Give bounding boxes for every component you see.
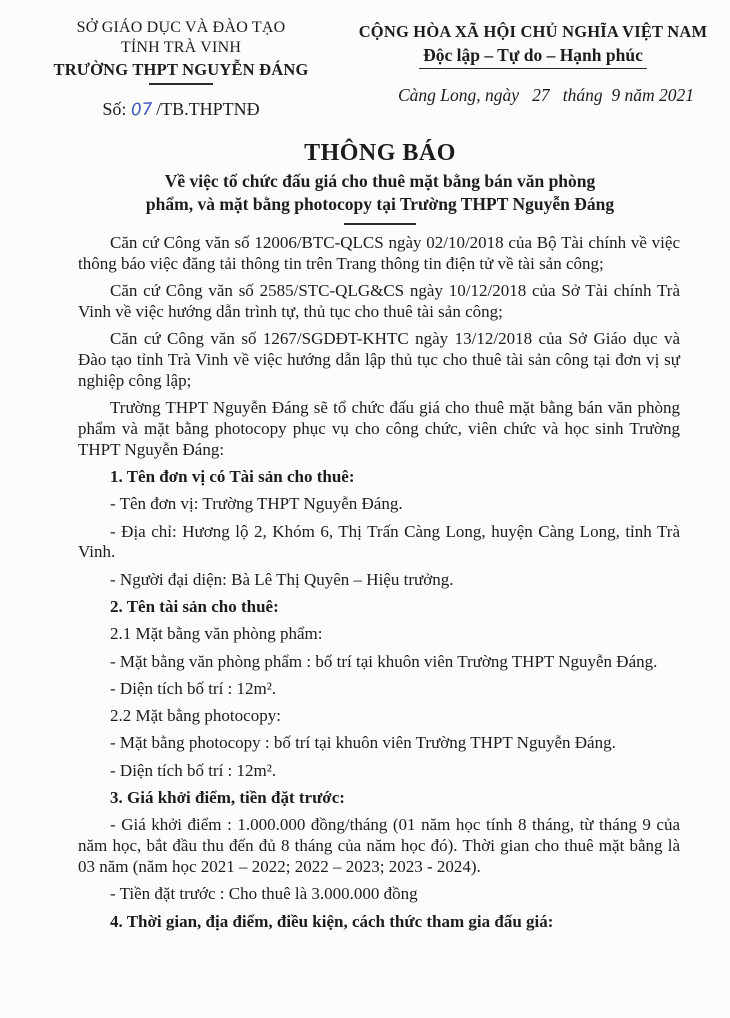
place-date-line: Càng Long, ngày 27 tháng 9 năm 2021 [397, 85, 695, 105]
paragraph: Trường THPT Nguyễn Đáng sẽ tổ chức đấu giá cho thuê mặt bằng bán văn phòng phẩm và mặt bằng photocopy phục vụ cho công chức, viên chức và học sinh Trường THPT Nguyễn Đáng: [78, 398, 680, 459]
country-title: CỘNG HÒA XÃ HỘI CHỦ NGHĨA VIỆT NAM [358, 22, 708, 41]
paragraph: Căn cứ Công văn số 2585/STC-QLG&CS ngày 10/12/2018 của Sở Tài chính Trà Vinh về việc hướng dẫn trình tự, thủ tục cho thuê tài sản công; [78, 281, 680, 321]
list-item: - Mặt bằng văn phòng phẩm : bố trí tại khuôn viên Trường THPT Nguyễn Đáng. [110, 651, 658, 671]
list-item: - Người đại diện: Bà Lê Thị Quyên – Hiệu trưởng. [110, 569, 454, 589]
document-title: THÔNG BÁO [304, 140, 456, 166]
agency-name-line2: TỈNH TRÀ VINH [120, 39, 242, 56]
list-item: - Tiền đặt trước : Cho thuê là 3.000.000 đồng [110, 884, 418, 904]
document-number-line [36, 99, 326, 120]
paragraph: Căn cứ Công văn số 12006/BTC-QLCS ngày 02/10/2018 của Bộ Tài chính về việc thông báo việc đăng tải thông tin trên Trang thông tin điện tử về tài sản công; [78, 233, 680, 273]
list-item: - Giá khởi điểm : 1.000.000 đồng/tháng (01 năm học tính 8 tháng, từ tháng 9 của năm học, bắt đầu thu đến đủ 8 tháng của năm học đó). Thời gian cho thuê mặt bằng là 03 năm (năm học 2021 – 2022; 2022 – 2023; 2023 - 2024). [78, 815, 680, 876]
list-item: - Địa chỉ: Hương lộ 2, Khóm 6, Thị Trấn Càng Long, huyện Càng Long, tỉnh Trà Vinh. [78, 521, 680, 562]
list-item: - Mặt bằng photocopy : bố trí tại khuôn viên Trường THPT Nguyễn Đáng. [110, 733, 616, 753]
section-heading: 1. Tên đơn vị có Tài sản cho thuê: [110, 466, 355, 486]
national-header-block [350, 22, 716, 106]
school-name-underline [149, 83, 213, 85]
list-item: - Diện tích bố trí : 12m². [110, 678, 277, 698]
national-motto: Độc lập – Tự do – Hạnh phúc [419, 45, 647, 69]
document-subtitle-line1: Về việc tổ chức đấu giá cho thuê mặt bằng bán văn phòng [164, 171, 596, 191]
section-heading: 4. Thời gian, địa điểm, điều kiện, cách thức tham gia đấu giá: [110, 911, 554, 931]
school-name: TRƯỜNG THPT NGUYỄN ĐÁNG [53, 60, 309, 79]
agency-name-line1: SỞ GIÁO DỤC VÀ ĐÀO TẠO [76, 19, 286, 36]
document-number-prefix: Số: [102, 99, 127, 119]
section-heading: 3. Giá khởi điểm, tiền đặt trước: [110, 788, 345, 808]
issuing-agency-block [36, 18, 326, 120]
title-divider [344, 223, 416, 225]
title-block [78, 140, 682, 225]
list-item: 2.2 Mặt bằng photocopy: [110, 706, 281, 726]
section-heading: 2. Tên tài sản cho thuê: [110, 596, 279, 616]
list-item: 2.1 Mặt bằng văn phòng phẩm: [110, 624, 323, 644]
document-subtitle [78, 170, 682, 216]
document-subtitle-line2: phẩm, và mặt bằng photocopy tại Trường THPT Nguyễn Đáng [145, 194, 615, 214]
paragraph: Căn cứ Công văn số 1267/SGDĐT-KHTC ngày 13/12/2018 của Sở Giáo dục và Đào tạo tỉnh Trà Vinh về việc hướng dẫn lập thủ tục cho thuê tài sản công tại đơn vị sự nghiệp công lập; [78, 329, 680, 390]
list-item: - Tên đơn vị: Trường THPT Nguyễn Đáng. [110, 494, 403, 514]
list-item: - Diện tích bố trí : 12m². [110, 760, 277, 780]
document-body [78, 233, 680, 939]
document-number-suffix: /TB.THPTNĐ [156, 99, 260, 119]
document-number-handwritten: 07 [130, 99, 154, 121]
